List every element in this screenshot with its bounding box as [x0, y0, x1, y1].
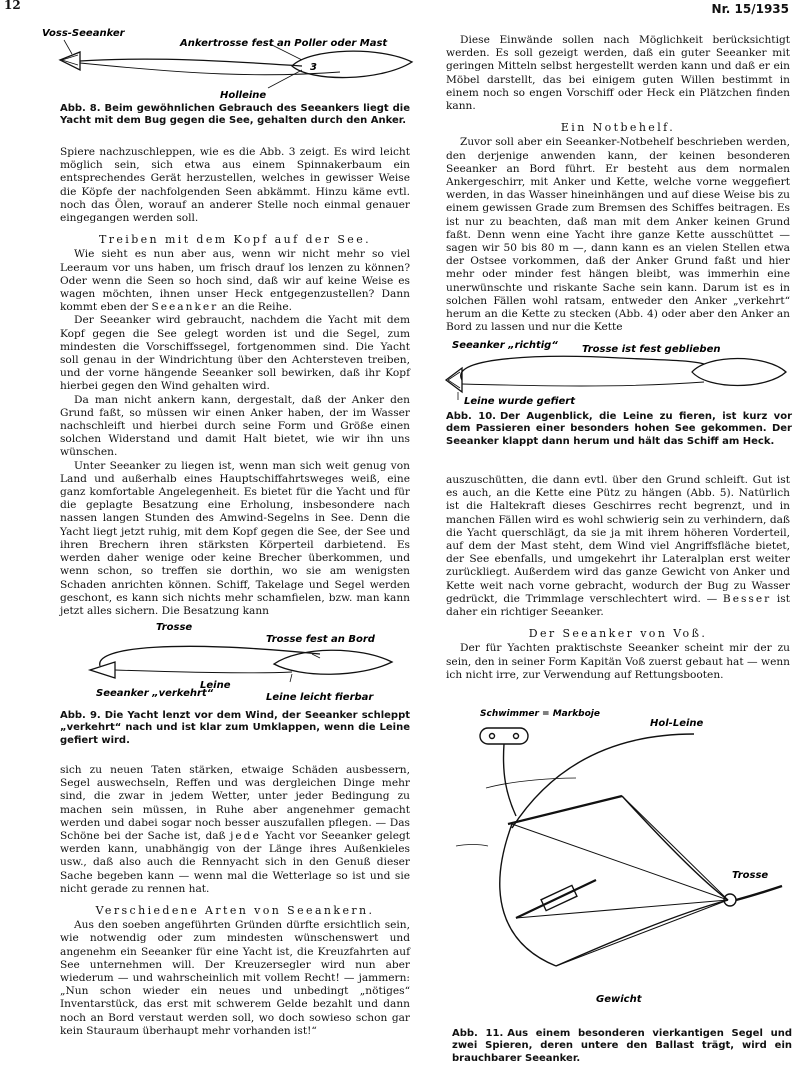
left-paragraph-1: Spiere nachzuschleppen, wie es die Abb. 3 zeigt. Es wird leicht möglich sein, sich etwa aus einem Spinnakerbaum ein entsprechendes Gerät herzustellen, welches in gewisser Weise die Köpfe der nachfolgenden Seen abkämmt. Hinzu käme evtl. noch das Ölen, worauf an anderer Stelle noch einmal genauer eingegangen werden soll.: [60, 146, 410, 225]
fig11-sail-left-edge: [500, 824, 556, 966]
figure-10-caption-text: Der Augenblick, die Leine zu fieren, ist kurz vor dem Passieren einer besonders hohen See gekommen. Der Seeanker klappt dann herum und hält das Schiff am Heck.: [446, 411, 792, 447]
left-paragraph-2-spaced: Seeanker: [151, 301, 219, 314]
figure-11-caption-text: Aus einem besonderen vierkantigen Segel und zwei Spieren, deren untere den Ballast trägt, wird ein brauchbarer Seeanker.: [452, 1028, 792, 1064]
fig10-yacht-hull: [692, 359, 786, 386]
left-column-upper: [60, 146, 410, 618]
fig9-label-line: Leine: [200, 680, 231, 691]
fig11-label-weight: Gewicht: [596, 994, 642, 1005]
left-paragraph-7: Aus den soeben angeführten Gründen dürfte ersichtlich sein, wie notwendig oder zum mindesten wünschenswert und angenehm ein Seeanker für eine Yacht ist, die Kreuzfahrten auf See unternehmen will. Der Kreuzersegler wird nun aber wiederum — und wahrscheinlich mit vollem Recht! — jammern: „Nun schon wieder ein neues und unbedingt „nötiges“ Inventarstück, das erst mit schwerem Gelde bezahlt und dann noch an Bord verstaut werden soll, wo doch sowieso schon gar kein Stauraum überhaupt mehr vorhanden ist!“: [60, 919, 410, 1037]
fig11-rope: [736, 886, 782, 900]
fig11-label-haul-line: Hol-Leine: [650, 718, 704, 729]
right-paragraph-3: auszuschütten, die dann evtl. über den Grund schleift. Gut ist es auch, an die Kette eine Pütz zu hängen (Abb. 5). Natürlich ist die Haltekraft dieses Geschirres recht begrenzt, und in manchen Fällen wird es wohl schwierig sein zu verhindern, daß die Yacht querschlägt, da sie ja mit ihrem höheren Vorderteil, auf dem der Mast steht, dem Wind viel Angriffsfläche bietet, der See ebenfalls, und umgekehrt ihr Lateralplan erst weiter zurückliegt. Außerdem wird das ganze Gewicht von Anker und Kette weit nach vorne gebracht, wodurch der Bug zu Wasser gedrückt, die Trimmlage verschlechtert wird. — Besser ist daher ein richtiger Seeanker.: [446, 474, 790, 619]
left-paragraph-4: Da man nicht ankern kann, dergestalt, daß der Anker den Grund faßt, so müssen wir einen Anker haben, der im Wasser nachschleift und hierbei durch seine Form und Größe einen solchen Widerstand und damit Halt bietet, wie wir ihn uns wünschen.: [60, 393, 410, 459]
fig9-line: [115, 670, 292, 673]
page-number: 12: [4, 0, 21, 12]
heading-treiben: Treiben mit dem Kopf auf der See.: [98, 233, 372, 247]
fig8-label-haul-line: Holleine: [220, 90, 267, 100]
right-paragraph-1: Diese Einwände sollen nach Möglichkeit berücksichtigt werden. Es soll gezeigt werden, daß ein guter Seeanker mit geringen Mitteln selbst hergestellt werden kann und daß er ein Möbel darstellt, das bei einigem guten Willen bestimmt in einem noch so engen Vorschiff oder Heck ein Plätzchen finden kann.: [446, 34, 790, 113]
fig10-line: [462, 382, 704, 386]
fig9-label-line-easy: Leine leicht fierbar: [266, 692, 374, 703]
left-paragraph-6: sich zu neuen Taten stärken, etwaige Schäden ausbessern, Segel auswechseln, Reffen und was dergleichen Dinge mehr sind, die zwar in jedem Wetter, unter jeder Bedingung zu machen sein müssen, in Ruhe aber angenehmer gemacht werden und dabei sogar noch besser auszufallen pflegen. — Das Schöne bei der Sache ist, daß jede Yacht vor Seeanker gelegt werden kann, unabhängig von der Länge ihres Außenkieles usw., daß also auch die Rennyacht sich in den Genuß dieser Sache begeben kann — wenn mal die Wetterlage so ist und sie nicht gerade zu rennen hat.: [60, 764, 411, 895]
issue-number: Nr. 15/1935: [711, 2, 789, 16]
right-paragraph-2: Zuvor soll aber ein Seeanker-Notbehelf beschrieben werden, den derjenige anwenden kann, der keinen besonderen Seeanker an Bord führt. Er besteht aus dem normalen Ankergeschirr, mit Anker und Kette, welche vorne weggefiert werden, in das Wasser hineinhängen und auf diese Weise bis zu einem gewissen Grade zum Bremsen des Schiffes beitragen. Es ist nur zu beachten, daß man mit dem Anker keinen Grund faßt. Denn wenn eine Yacht ihre ganze Kette ausschüttet — sagen wir 50 bis 80 m —, dann kann es an vielen Stellen etwa der Ostsee vorkommen, daß der Anker Grund faßt und hier mehr oder minder fest hängen bleibt, was immerhin eine unerwünschte und riskante Sache sein kann. Darum ist es in solchen Fällen wohl ratsam, entweder den Anker „verkehrt“ herum an die Kette zu stecken (Abb. 4) oder aber den Anker an Bord zu lassen und nur die Kette: [446, 136, 790, 334]
fig8-haul-line: [80, 63, 340, 75]
fig8-numeral: 3: [310, 62, 317, 73]
fig8-sea-anchor-shape: [60, 52, 80, 70]
figure-10-caption-label: Abb. 10.: [446, 411, 496, 422]
fig8-anchor-rope-line: [80, 59, 302, 66]
fig11-float-line: [504, 744, 517, 816]
heading-notbehelf: Ein Notbehelf.: [560, 121, 676, 135]
heading-voss: Der Seeanker von Voß.: [528, 627, 708, 641]
figure-10-caption: [446, 411, 792, 448]
right-paragraph-4: Der für Yachten praktischste Seeanker scheint mir der zu sein, den in seiner Form Kapitän Voß zuerst gebaut hat — wenn ich nicht irre, zur Verwendung auf Rettungsbooten.: [446, 642, 790, 681]
figure-11-drawing: [446, 704, 792, 1016]
fig9-yacht-hull: [274, 650, 392, 674]
fig11-float-shape: [480, 728, 528, 744]
left-paragraph-2: Wie sieht es nun aber aus, wenn wir nicht mehr so viel Leeraum vor uns haben, um frisch drauf los lenzen zu können? Oder wenn die Seen so hoch sind, daß wir auf keine Weise es wagen möchten, ihnen unser Heck entgegenzustellen? Dann kommt eben der Seeanker an die Reihe.: [60, 248, 410, 314]
fig9-label-rope: Trosse: [156, 622, 193, 633]
heading-verschiedene-arten: Verschiedene Arten von Seeankern.: [95, 904, 375, 918]
figure-8-drawing: [40, 22, 420, 100]
fig8-label-anchor-rope: Ankertrosse fest an Poller oder Mast: [180, 38, 388, 49]
left-paragraph-3: Der Seeanker wird gebraucht, nachdem die Yacht mit dem Kopf gegen die See gelegt worden ist und die Segel, zum mindesten die Vorschiffssegel, fortgenommen sind. Die Yacht soll genau in der Windrichtung über den Achtersteven treiben, und der vorne hängende Seeanker soll bewirken, daß ihr Kopf hierbei gegen den Wind gehalten wird.: [60, 314, 410, 393]
figure-11-caption: [452, 1028, 792, 1065]
figure-10-drawing: [440, 336, 792, 408]
fig9-label-rope-fast: Trosse fest an Bord: [266, 634, 375, 645]
fig9-label-anchor-reversed: Seeanker „verkehrt“: [96, 688, 214, 699]
fig10-label-anchor-right: Seeanker „richtig“: [452, 340, 558, 351]
figure-9-caption: [60, 710, 410, 747]
right-column-upper: [446, 34, 790, 334]
figure-9-drawing: [60, 618, 410, 704]
figure-9-caption-label: Abb. 9.: [60, 710, 101, 721]
figure-11-caption-label: Abb. 11.: [452, 1028, 504, 1039]
fig8-label-sea-anchor: Voss-Seeanker: [42, 28, 125, 39]
fig11-label-rope: Trosse: [732, 870, 769, 881]
figure-9-caption-text: Die Yacht lenzt vor dem Wind, der Seeanker schleppt „verkehrt“ nach und ist klar zum Umklappen, wenn die Leine gefiert wird.: [60, 710, 411, 746]
fig9-sea-anchor-shape: [90, 662, 115, 678]
right-column-lower: [446, 474, 790, 682]
figure-8-caption: [60, 103, 410, 128]
figure-8-caption-label: Abb. 8.: [60, 103, 101, 114]
fig11-label-float: Schwimmer = Markboje: [480, 709, 600, 719]
fig11-haul-line: [512, 734, 694, 828]
fig10-rope-line: [461, 356, 704, 380]
fig9-rope-line: [100, 646, 320, 666]
left-paragraph-5: Unter Seeanker zu liegen ist, wenn man sich weit genug von Land und außerhalb eines Hauptschiffahrtsweges weiß, eine ganz komfortable Angelegenheit. Es bietet für die Yacht und für die geplagte Besatzung eine Erholung, insbesondere nach nassen langen Stunden des Amwind-Segelns in See. Denn die Yacht liegt jetzt ruhig, mit dem Kopf gegen die See, der See und ihren Brechern ihren stärksten Körperteil darbietend. Es werden daher wenige oder keine Brecher überkommen, und wenn schon, so treffen sie dorthin, wo sie am wenigsten Schaden anrichten können. Schiff, Takelage und Segel werden geschont, es kann sich nichts mehr schamfielen, bzw. man kann jetzt alles sichern. Die Besatzung kann: [60, 459, 410, 617]
fig10-label-rope-stuck: Trosse ist fest geblieben: [582, 344, 721, 355]
right-paragraph-3-spaced: Besser: [722, 592, 772, 605]
figure-8-caption-text: Beim gewöhnlichen Gebrauch des Seeankers liegt die Yacht mit dem Bug gegen die See, gehalten durch den Anker.: [60, 103, 410, 127]
left-column-lower: [60, 764, 410, 1038]
fig10-label-line-veered: Leine wurde gefiert: [464, 396, 575, 407]
left-paragraph-6-spaced: jede: [230, 830, 261, 843]
